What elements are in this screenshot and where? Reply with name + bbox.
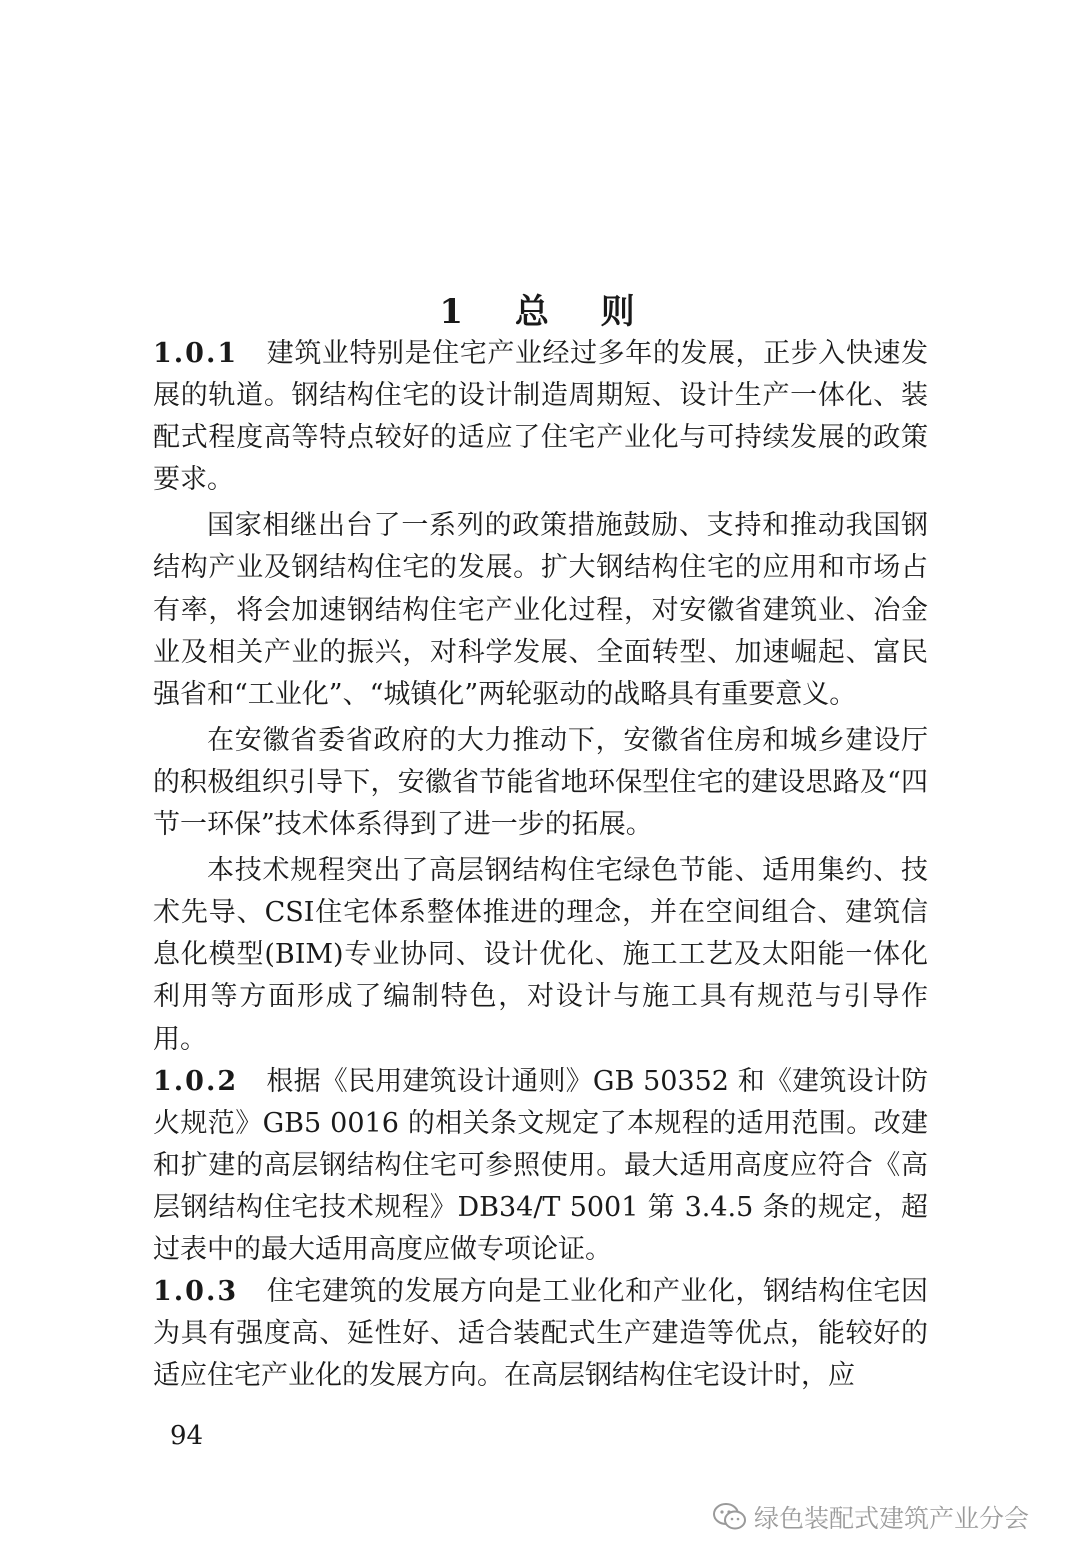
clause-number: 1.0.1	[153, 338, 239, 369]
chapter-title: 1 总 则	[439, 291, 641, 332]
clause-text: 根据《民用建筑设计通则》GB 50352 和《建筑设计防火规范》GB5 0016 的相关条文规定了本规程的适用范围。改建和扩建的高层钢结构住宅可参照使用。最大适用高度应符合《高层钢结构住宅技术规程》DB34/T 5001 第 3.4.5 条的规定，超过表中的最大适用高度应做专项论证。	[153, 1065, 928, 1265]
clause-text: 建筑业特别是住宅产业经过多年的发展，正步入快速发展的轨道。钢结构住宅的设计制造周期短、设计生产一体化、装配式程度高等特点较好的适应了住宅产业化与可持续发展的政策要求。	[153, 338, 928, 496]
clause-1-0-2	[153, 1061, 928, 1271]
paragraph: 在安徽省委省政府的大力推动下，安徽省住房和城乡建设厅的积极组织引导下，安徽省节能省地环保型住宅的建设思路及“四节一环保”技术体系得到了进一步的拓展。	[153, 724, 928, 841]
page-number: 94	[170, 1421, 204, 1451]
wechat-icon	[712, 1502, 748, 1532]
watermark	[712, 1497, 1029, 1537]
clause-1-0-3	[153, 1271, 928, 1397]
paragraph: 本技术规程突出了高层钢结构住宅绿色节能、适用集约、技术先导、CSI住宅体系整体推进的理念，并在空间组合、建筑信息化模型(BIM)专业协同、设计优化、施工工艺及太阳能一体化利用等方面形成了编制特色，对设计与施工具有规范与引导作用。	[153, 855, 928, 1055]
watermark-text: 绿色装配式建筑产业分会	[754, 1504, 1030, 1533]
clause-number: 1.0.2	[153, 1065, 239, 1097]
body-text	[153, 333, 928, 1397]
clause-text: 住宅建筑的发展方向是工业化和产业化，钢结构住宅因为具有强度高、延性好、适合装配式生产建造等优点，能较好的适应住宅产业化的发展方向。在高层钢结构住宅设计时，应	[153, 1276, 928, 1392]
clause-1-0-1	[153, 333, 928, 501]
clause-number: 1.0.3	[153, 1276, 239, 1308]
paragraph: 国家相继出台了一系列的政策措施鼓励、支持和推动我国钢结构产业及钢结构住宅的发展。扩大钢结构住宅的应用和市场占有率，将会加速钢结构住宅产业化过程，对安徽省建筑业、冶金业及相关产业的振兴，对科学发展、全面转型、加速崛起、富民强省和“工业化”、“城镇化”两轮驱动的战略具有重要意义。	[153, 510, 928, 710]
